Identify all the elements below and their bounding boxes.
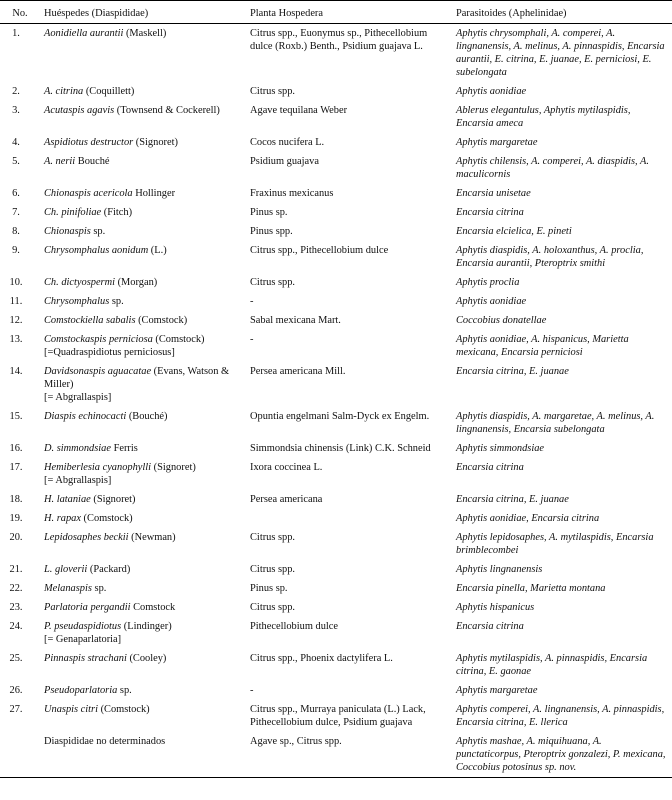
table-row xyxy=(0,579,672,598)
parasitoids-cell: Aphytis proclia xyxy=(456,277,520,288)
parasitoids-cell: Aphytis margaretae xyxy=(456,137,538,148)
host-authority: (Comstock) xyxy=(80,513,133,524)
host-species-name: H. rapax xyxy=(44,513,81,524)
parasitoids-cell: Aphytis aonidiae xyxy=(456,296,527,307)
table-row xyxy=(0,560,672,579)
parasitoids-cell: Aphytis chilensis, A. comperei, A. diaspidis, A. maculicornis xyxy=(456,156,649,180)
table-row xyxy=(0,133,672,152)
host-cell xyxy=(40,362,246,407)
host-species-name: H. lataniae xyxy=(44,494,91,505)
table-row xyxy=(0,222,672,241)
table-row xyxy=(0,311,672,330)
host-cell xyxy=(40,732,246,778)
parasitoids-cell: Ablerus elegantulus, Aphytis mytilaspidis, Encarsia ameca xyxy=(456,105,631,129)
host-cell xyxy=(40,681,246,700)
parasitoids-cell: Aphytis lingnanensis xyxy=(456,564,543,575)
host-cell xyxy=(40,292,246,311)
host-cell xyxy=(40,133,246,152)
parasitoids-cell: Encarsia pinella, Marietta montana xyxy=(456,583,606,594)
parasitoids-cell: Encarsia citrina xyxy=(456,207,524,218)
host-authority: (Lindinger) xyxy=(121,621,172,632)
host-cell xyxy=(40,617,246,649)
row-number: 22. xyxy=(9,583,23,594)
host-species-name: Comstockaspis perniciosa xyxy=(44,334,153,345)
parasitoids-cell: Coccobius donatellae xyxy=(456,315,547,326)
row-number: 9. xyxy=(12,245,20,256)
table-row xyxy=(0,362,672,407)
row-number: 19. xyxy=(9,513,23,524)
row-number: 10. xyxy=(9,277,23,288)
row-number: 27. xyxy=(9,704,23,715)
parasitoids-cell: Encarsia citrina xyxy=(456,462,524,473)
host-authority: sp. xyxy=(91,583,107,594)
row-number: 4. xyxy=(12,137,20,148)
host-species-name: Aspidiotus destructor xyxy=(44,137,134,148)
row-number: 8. xyxy=(12,226,20,237)
parasitoids-cell: Aphytis simmondsiae xyxy=(456,443,545,454)
parasitoids-cell: Aphytis aonidiae xyxy=(456,86,527,97)
host-plant-cell: Sabal mexicana Mart. xyxy=(250,315,341,326)
host-plant-cell: Fraxinus mexicanus xyxy=(250,188,334,199)
host-species-name: P. pseudaspidiotus xyxy=(44,621,122,632)
host-species-name: A. nerii xyxy=(44,156,76,167)
row-number: 7. xyxy=(12,207,20,218)
host-species-name: Parlatoria pergandii xyxy=(44,602,131,613)
header-host: Huéspedes (Diaspididae) xyxy=(40,3,246,24)
table-row xyxy=(0,24,672,83)
host-plant-cell: Persea americana Mill. xyxy=(250,366,346,377)
row-number: 18. xyxy=(9,494,23,505)
host-species-name: Chrysomphalus xyxy=(44,296,110,307)
host-cell xyxy=(40,241,246,273)
host-cell xyxy=(40,509,246,528)
host-authority: Bouché xyxy=(75,156,110,167)
header-parasitoids: Parasitoides (Aphelinidae) xyxy=(452,3,672,24)
table-row xyxy=(0,700,672,732)
row-number: 12. xyxy=(9,315,23,326)
parasitoids-cell: Aphytis lepidosaphes, A. mytilaspidis, Encarsia brimblecombei xyxy=(456,532,654,556)
host-plant-cell: Pithecellobium dulce xyxy=(250,621,339,632)
host-species-name: D. simmondsiae xyxy=(44,443,111,454)
host-authority: (Signoret) xyxy=(151,462,196,473)
table-row xyxy=(0,184,672,203)
host-authority: sp. xyxy=(109,296,124,307)
host-cell xyxy=(40,439,246,458)
table-row xyxy=(0,528,672,560)
row-number: 20. xyxy=(9,532,23,543)
host-species-name: Pinnaspis strachani xyxy=(44,653,127,664)
row-number: 25. xyxy=(9,653,23,664)
host-cell xyxy=(40,528,246,560)
row-number: 2. xyxy=(12,86,20,97)
row-number: 13. xyxy=(9,334,23,345)
table-row xyxy=(0,82,672,101)
row-number: 5. xyxy=(12,156,20,167)
parasitoids-cell: Aphytis mytilaspidis, A. pinnaspidis, Encarsia citrina, E. gaonae xyxy=(456,653,648,677)
parasitoids-cell: Aphytis aonidiae, Encarsia citrina xyxy=(456,513,600,524)
host-authority: sp. xyxy=(117,685,132,696)
host-plant-cell: Citrus spp., Phoenix dactylifera L. xyxy=(250,653,393,664)
host-cell xyxy=(40,700,246,732)
table-row xyxy=(0,509,672,528)
table-row xyxy=(0,203,672,222)
row-number xyxy=(0,732,40,778)
host-synonym: [=Quadraspidiotus perniciosus] xyxy=(44,347,175,358)
host-plant-cell: Pinus sp. xyxy=(250,207,288,218)
row-number: 16. xyxy=(9,443,23,454)
host-plant-cell xyxy=(246,509,452,528)
host-authority: Diaspididae no determinados xyxy=(44,736,166,747)
parasitoids-cell: Aphytis aonidiae, A. hispanicus, Marietta mexicana, Encarsia perniciosi xyxy=(456,334,629,358)
host-plant-cell: Agave sp., Citrus spp. xyxy=(246,732,452,778)
parasitoids-cell: Encarsia citrina, E. juanae xyxy=(456,494,569,505)
host-species-name: Melanaspis xyxy=(44,583,92,594)
host-plant-cell: Cocos nucifera L. xyxy=(250,137,325,148)
header-plant: Planta Hospedera xyxy=(246,3,452,24)
parasitoids-cell: Aphytis comperei, A. lingnanensis, A. pinnaspidis, Encarsia citrina, E. llerica xyxy=(456,704,665,728)
host-species-name: Pseudoparlatoria xyxy=(44,685,118,696)
row-number: 15. xyxy=(9,411,23,422)
host-synonym: [= Abgrallaspis] xyxy=(44,475,112,486)
host-species-name: Diaspis echinocacti xyxy=(44,411,127,422)
host-species-name: A. citrina xyxy=(44,86,84,97)
host-plant-cell: Citrus spp., Pithecellobium dulce xyxy=(250,245,389,256)
host-authority: (Bouché) xyxy=(126,411,168,422)
host-cell xyxy=(40,24,246,83)
host-plant-cell: Agave tequilana Weber xyxy=(250,105,348,116)
host-cell xyxy=(40,184,246,203)
row-number: 14. xyxy=(9,366,23,377)
row-number: 11. xyxy=(9,296,23,307)
host-authority: (Townsend & Cockerell) xyxy=(114,105,220,116)
host-plant-cell: Simmondsia chinensis (Link) C.K. Schneid xyxy=(250,443,431,454)
host-cell xyxy=(40,273,246,292)
host-synonym: [= Genaparlatoria] xyxy=(44,634,122,645)
table-body xyxy=(0,24,672,778)
host-species-name: Ch. pinifoliae xyxy=(44,207,102,218)
row-number: 24. xyxy=(9,621,23,632)
host-species-name: Chionaspis acericola xyxy=(44,188,133,199)
host-cell xyxy=(40,222,246,241)
host-plant-cell: Psidium guajava xyxy=(250,156,319,167)
host-plant-cell: Opuntia engelmani Salm-Dyck ex Engelm. xyxy=(250,411,430,422)
table-row xyxy=(0,241,672,273)
parasitoids-cell: Aphytis diaspidis, A. holoxanthus, A. proclia, Encarsia aurantii, Pteroptrix smithi xyxy=(456,245,644,269)
host-species-name: Lepidosaphes beckii xyxy=(44,532,129,543)
host-species-name: Hemiberlesia cyanophylli xyxy=(44,462,152,473)
host-authority: (Evans, Watson & Miller) xyxy=(44,366,230,390)
row-number: 1. xyxy=(12,28,20,39)
host-synonym: [= Abgrallaspis] xyxy=(44,392,112,403)
host-authority: (Signoret) xyxy=(90,494,136,505)
host-species-name: Davidsonaspis aguacatae xyxy=(44,366,152,377)
host-cell xyxy=(40,560,246,579)
table-row xyxy=(0,330,672,362)
host-authority: (Comstock) xyxy=(97,704,150,715)
host-species-name: Chrysomphalus aonidum xyxy=(44,245,149,256)
host-authority: (Coquillett) xyxy=(83,86,135,97)
row-number: 17. xyxy=(9,462,23,473)
host-species-name: Comstockiella sabalis xyxy=(44,315,136,326)
table-row xyxy=(0,598,672,617)
host-plant-cell: - xyxy=(250,296,254,307)
host-species-name: Aonidiella aurantii xyxy=(44,28,124,39)
host-plant-cell: Citrus spp., Murraya paniculata (L.) Lack, Pithecellobium dulce, Psidium guajava xyxy=(250,704,426,728)
table-row xyxy=(0,649,672,681)
table-row xyxy=(0,273,672,292)
host-authority: (Maskell) xyxy=(123,28,167,39)
host-authority: Hollinger xyxy=(132,188,176,199)
row-number: 21. xyxy=(9,564,23,575)
host-authority: sp. xyxy=(90,226,106,237)
host-plant-cell: Citrus spp. xyxy=(250,277,296,288)
parasitoids-cell: Aphytis diaspidis, A. margaretae, A. melinus, A. lingnanensis, Encarsia subelongata xyxy=(456,411,655,435)
host-plant-cell: - xyxy=(250,685,254,696)
table-row xyxy=(0,681,672,700)
host-plant-cell: Persea americana xyxy=(250,494,323,505)
table-row xyxy=(0,490,672,509)
host-plant-cell: Pinus sp. xyxy=(250,583,288,594)
host-cell xyxy=(40,311,246,330)
host-authority: (Signoret) xyxy=(133,137,178,148)
host-species-name: Ch. dictyospermi xyxy=(44,277,115,288)
host-plant-cell: Citrus spp. xyxy=(250,532,296,543)
host-plant-cell: Citrus spp. xyxy=(250,602,296,613)
host-plant-cell: Citrus spp. xyxy=(250,86,296,97)
row-number: 23. xyxy=(9,602,23,613)
host-cell xyxy=(40,203,246,222)
table-row xyxy=(0,732,672,778)
table-row xyxy=(0,101,672,133)
host-cell xyxy=(40,490,246,509)
host-cell xyxy=(40,598,246,617)
host-authority: (Comstock) xyxy=(152,334,205,345)
host-species-name: L. gloverii xyxy=(44,564,88,575)
host-authority: (Morgan) xyxy=(115,277,158,288)
host-cell xyxy=(40,407,246,439)
header-no: No. xyxy=(0,3,40,24)
row-number: 3. xyxy=(12,105,20,116)
host-authority: Comstock xyxy=(130,602,176,613)
host-authority: (Comstock) xyxy=(135,315,188,326)
parasitoids-cell: Encarsia unisetae xyxy=(456,188,531,199)
table-row xyxy=(0,292,672,311)
host-cell xyxy=(40,82,246,101)
table-header-row xyxy=(0,3,672,24)
parasitoids-cell: Aphytis chrysomphali, A. comperei, A. lingnanensis, A. melinus, A. pinnaspidis, Encarsia aurantii, E. citrina, E. juanae, E. perniciosi, E. subelongata xyxy=(456,28,665,78)
host-authority: (Fitch) xyxy=(101,207,133,218)
host-cell xyxy=(40,152,246,184)
host-plant-cell: Citrus spp. xyxy=(250,564,296,575)
host-species-name: Acutaspis agavis xyxy=(44,105,115,116)
host-authority: (Cooley) xyxy=(126,653,167,664)
host-authority: (Newman) xyxy=(128,532,176,543)
parasitoids-cell: Aphytis margaretae xyxy=(456,685,538,696)
host-cell xyxy=(40,330,246,362)
host-plant-cell: Pinus spp. xyxy=(250,226,293,237)
parasitoids-cell: Aphytis hispanicus xyxy=(456,602,535,613)
host-plant-cell: Citrus spp., Euonymus sp., Pithecellobium dulce (Roxb.) Benth., Psidium guajava L. xyxy=(250,28,428,52)
host-species-name: Chionaspis xyxy=(44,226,91,237)
parasitoids-cell: Aphytis mashae, A. miquihuana, A. punctaticorpus, Pteroptrix gonzalezi, P. mexicana, Coccobius potosinus sp. nov. xyxy=(452,732,672,778)
host-cell xyxy=(40,458,246,490)
row-number: 6. xyxy=(12,188,20,199)
parasitoids-cell: Encarsia citrina xyxy=(456,621,524,632)
table-row xyxy=(0,458,672,490)
host-plant-cell: - xyxy=(250,334,254,345)
table-row xyxy=(0,617,672,649)
host-species-name: Unaspis citri xyxy=(44,704,98,715)
host-cell xyxy=(40,579,246,598)
host-cell xyxy=(40,101,246,133)
table-row xyxy=(0,407,672,439)
host-plant-cell: Ixora coccinea L. xyxy=(250,462,323,473)
table-row xyxy=(0,152,672,184)
parasitoids-cell: Encarsia elcielica, E. pineti xyxy=(456,226,572,237)
host-authority: Ferris xyxy=(110,443,138,454)
parasitoids-cell: Encarsia citrina, E. juanae xyxy=(456,366,569,377)
row-number: 26. xyxy=(9,685,23,696)
host-cell xyxy=(40,649,246,681)
table-row xyxy=(0,439,672,458)
host-authority: (Packard) xyxy=(87,564,131,575)
host-authority: (L.) xyxy=(148,245,167,256)
